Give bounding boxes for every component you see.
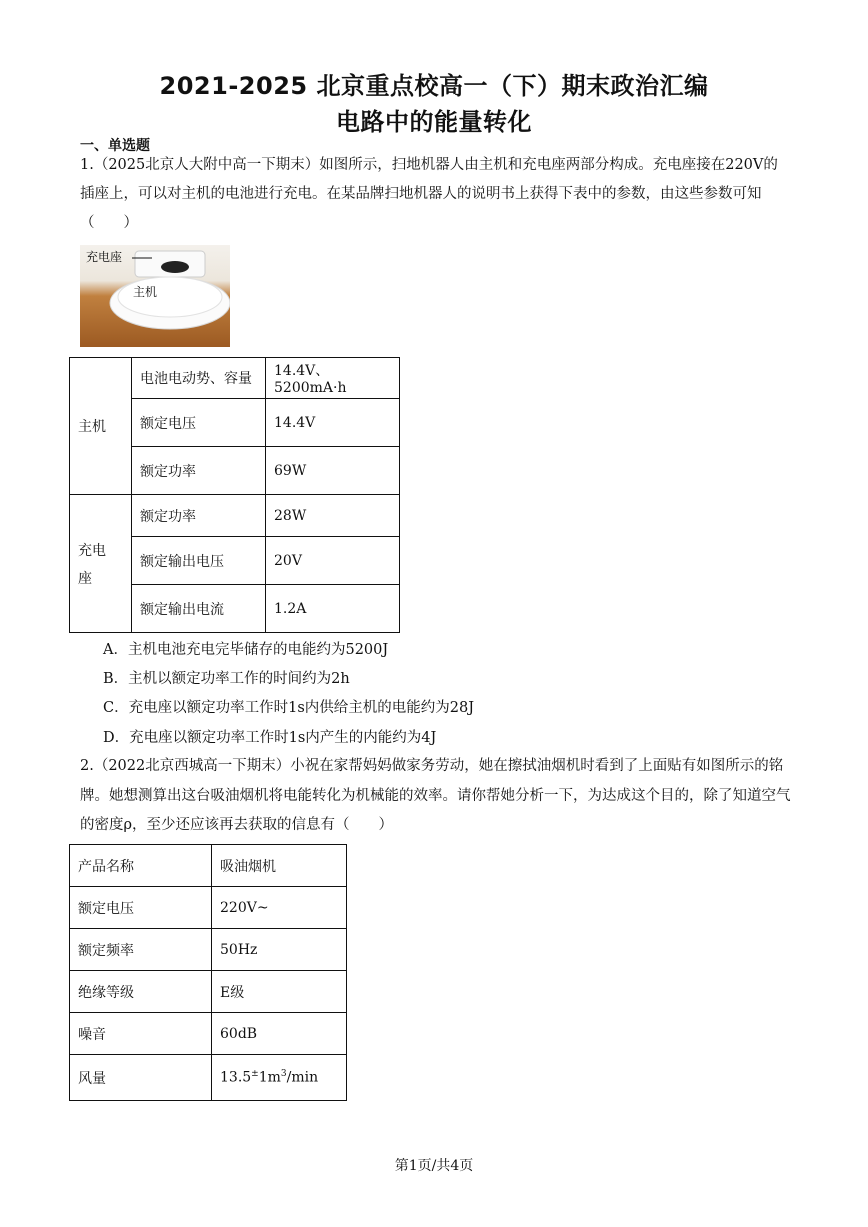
airflow-unit-m: 1m (258, 1069, 281, 1086)
table-cell: 额定频率 (70, 929, 212, 971)
document-subtitle: 电路中的能量转化 (336, 108, 532, 136)
charger-label: 充电座 (86, 250, 123, 264)
airflow-unit-min: /min (286, 1069, 319, 1086)
table-cell: 额定电压 (132, 399, 266, 447)
airflow-plus-minus: ± (251, 1069, 259, 1080)
option-a: A．主机电池充电完毕储存的电能约为5200J (103, 642, 389, 658)
table-cell: 产品名称 (70, 845, 212, 887)
table-cell: 220V~ (212, 887, 347, 929)
table-cell: 14.4V (266, 399, 400, 447)
table-cell: 风量 (70, 1055, 212, 1101)
range-hood-nameplate-table (69, 844, 347, 1101)
table-cell: 额定功率 (132, 447, 266, 495)
table-cell: 60dB (212, 1013, 347, 1055)
table-cell: 14.4V、5200mA·h (266, 358, 400, 399)
table-cell: 50Hz (212, 929, 347, 971)
airflow-base: 13.5 (220, 1069, 252, 1086)
group-charger-line2: 座 (78, 570, 92, 587)
option-d: D．充电座以额定功率工作时1s内产生的内能约为4J (103, 730, 437, 746)
question-2-text: 2.（2022北京西城高一下期末）小祝在家帮妈妈做家务劳动，她在擦拭油烟机时看到了上面贴有如图所示的铭牌。她想测算出这台吸油烟机将电能转化为机械能的效率。请你帮她分析一下，为达成这个目的，除了知道空气的密度ρ，至少还应该再去获取的信息有（ ） (80, 758, 791, 833)
table-cell: 1.2A (266, 585, 400, 633)
table-cell: 电池电动势、容量 (132, 358, 266, 399)
table-cell: 20V (266, 537, 400, 585)
option-c: C．充电座以额定功率工作时1s内供给主机的电能约为28J (103, 700, 475, 716)
page-footer: 第1页/共4页 (394, 1158, 474, 1174)
table-cell: 绝缘等级 (70, 971, 212, 1013)
airflow-value (212, 1055, 347, 1101)
table-cell: 吸油烟机 (212, 845, 347, 887)
table-cell: 69W (266, 447, 400, 495)
option-b: B．主机以额定功率工作的时间约为2h (103, 671, 350, 687)
question-1-text: 1.（2025北京人大附中高一下期末）如图所示，扫地机器人由主机和充电座两部分构成。充电座接在220V的插座上，可以对主机的电池进行充电。在某品牌扫地机器人的说明书上获得下表中的参数，由这些参数可知（ ） (80, 157, 778, 231)
table-cell: E级 (212, 971, 347, 1013)
table-cell: 噪音 (70, 1013, 212, 1055)
robot-vacuum-photo (80, 245, 230, 347)
section-heading: 一、单选题 (80, 138, 150, 154)
document-title: 2021-2025 北京重点校高一（下）期末政治汇编 (159, 72, 709, 100)
group-host: 主机 (70, 358, 132, 495)
table-cell: 额定输出电压 (132, 537, 266, 585)
group-charger-line1: 充电 (78, 542, 106, 559)
airflow-exponent: 3 (280, 1069, 287, 1080)
table-cell: 额定电压 (70, 887, 212, 929)
robot-spec-table (69, 357, 400, 633)
table-cell: 额定输出电流 (132, 585, 266, 633)
table-cell: 额定功率 (132, 495, 266, 537)
group-charger (70, 495, 132, 633)
host-label: 主机 (133, 285, 158, 299)
table-cell: 28W (266, 495, 400, 537)
